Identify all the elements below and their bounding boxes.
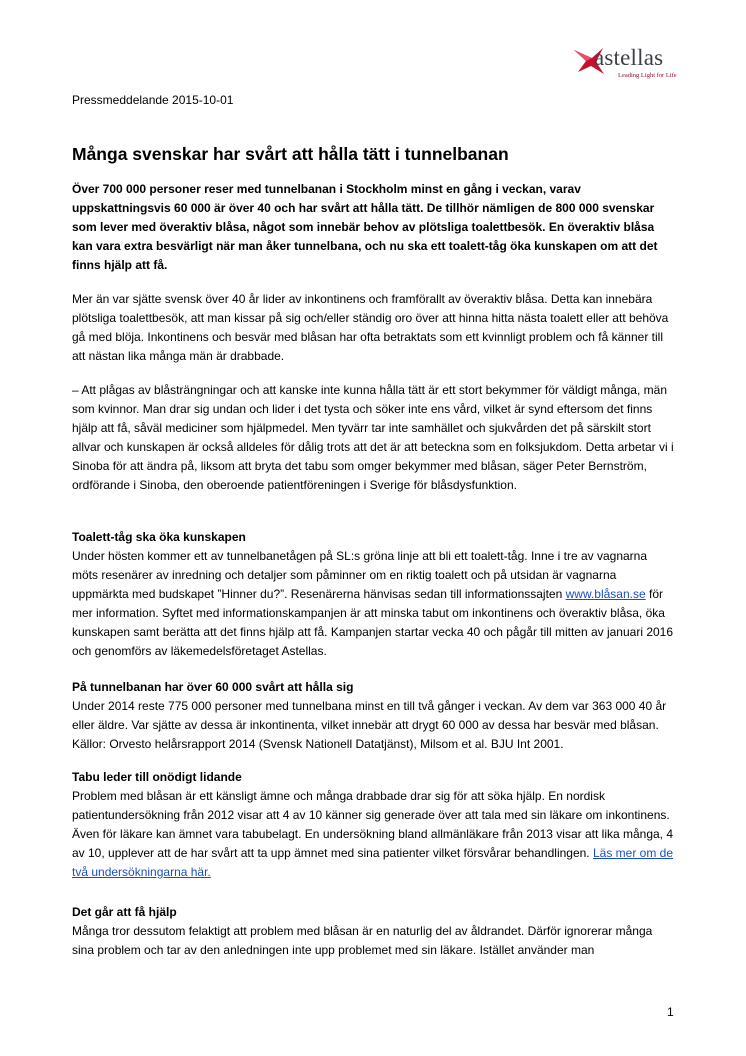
section-hjalp	[72, 903, 676, 960]
body-text-2: – Att plågas av blåsträngningar och att kanske inte kunna hålla tätt är ett stort bekymmer för väldigt många, män som kvinnor. Man drar sig undan och lider i det tysta och söker inte ens vård, vilket är synd eftersom det finns hjälp att få, såväl mediciner som hjälpmedel. Men tyvärr tar inte samhället och sjukvården det på särskilt stort allvar och kunskapen är också alldeles för dålig trots att det är att beteckna som en folksjukdom. Detta arbetar vi i Sinoba för att ändra på, liksom att bryta det tabu som omger bekymmer med blåsan, säger Peter Bernström, ordförande i Sinoba, den oberoende patientföreningen i Sverige för blåsdysfunktion.	[72, 383, 674, 492]
section-heading: Det går att få hjälp	[72, 905, 177, 919]
astellas-logo	[572, 42, 676, 88]
lead-text: Över 700 000 personer reser med tunnelbanan i Stockholm minst en gång i veckan, varav uppskattningsvis 60 000 är över 40 och har svårt att hålla tätt. De tillhör nämligen de 800 000 svenskar som lever med överaktiv blåsa, något som innebär behov av plötsliga toalettbesök. En överaktiv blåsa kan vara extra besvärligt när man åker tunnelbana, och nu ska ett toalett-tåg öka kunskapen om att det finns hjälp att få.	[72, 182, 658, 272]
logo-tagline: Leading Light for Life	[618, 72, 677, 79]
section-text: Många tror dessutom felaktigt att problem med blåsan är en naturlig del av åldrandet. Därför ignorerar många sina problem och tar av den anledningen inte upp problemet med sin läkare. Istället använder man	[72, 924, 653, 957]
body-paragraph-2	[72, 381, 676, 495]
section-tunnelbanan	[72, 678, 676, 754]
section-heading: Tabu leder till onödigt lidande	[72, 770, 242, 784]
section-text-part: för mer information. Syftet med informationskampanjen är att minska tabut om inkontinens och överaktiv blåsa, öka kunskapen samt berätta att det finns hjälp att få. Kampanjen startar vecka 40 och pågår till mitten av januari 2016 och genomförs av läkemedelsföretaget Astellas.	[72, 587, 674, 658]
section-text	[72, 787, 676, 882]
section-heading: På tunnelbanan har över 60 000 svårt att hålla sig	[72, 680, 354, 694]
surveys-link[interactable]: Läs mer om de två undersökningarna här.	[72, 846, 674, 879]
press-release-dateline: Pressmeddelande 2015-10-01	[72, 93, 234, 107]
blasan-link[interactable]: www.blåsan.se	[565, 587, 646, 601]
section-text-part: Problem med blåsan är ett känsligt ämne och många drabbade drar sig för att söka hjälp. En nordisk patientundersökning från 2012 visar att 4 av 10 känner sig generade över att tala med sin läkare om inkontinens. Även för läkare kan ämnet vara tabubelagt. En undersökning bland allmänläkare från 2013 visar att lika många, 4 av 10, upplever att de har svårt att ta upp ämnet med sina patienter vilket försvårar behandlingen.	[72, 789, 674, 860]
lead-paragraph	[72, 180, 676, 275]
section-toalett-tag	[72, 528, 676, 661]
section-tabu	[72, 768, 676, 882]
page-number: 1	[667, 1005, 674, 1019]
section-text	[72, 547, 676, 661]
page-title: Många svenskar har svårt att hålla tätt i tunnelbanan	[72, 144, 509, 164]
body-text-1: Mer än var sjätte svensk över 40 år lider av inkontinens och framförallt av överaktiv blåsa. Detta kan innebära plötsliga toalettbesök, att man kissar på sig och/eller ständig oro över att hinna hitta nästa toalett eller att behöva gå med blöja. Inkontinens och besvär med blåsan har ofta betraktats som ett kvinnligt problem och få känner till att nästan lika många män är drabbade.	[72, 292, 669, 363]
section-text: Under 2014 reste 775 000 personer med tunnelbana minst en till två gånger i veckan. Av dem var 363 000 40 år eller äldre. Var sjätte av dessa är inkontinenta, vilket innebär att drygt 60 000 av dessa har besvär med blåsan. Källor: Orvesto helårsrapport 2014 (Svensk Nationell Datatjänst), Milsom et al. BJU Int 2001.	[72, 699, 667, 751]
logo-wordmark: astellas	[594, 45, 664, 70]
body-paragraph-1	[72, 290, 676, 366]
section-text-part: Under hösten kommer ett av tunnelbanetågen på SL:s gröna linje att bli ett toalett-tåg. Inne i tre av vagnarna möts resenärer av inredning och detaljer som påminner om en riktig toalett och på utsidan är vagnarna uppmärkta med budskapet ”Hinner du?”. Resenärerna hänvisas sedan till informationssajten	[72, 549, 648, 601]
section-heading: Toalett-tåg ska öka kunskapen	[72, 530, 246, 544]
